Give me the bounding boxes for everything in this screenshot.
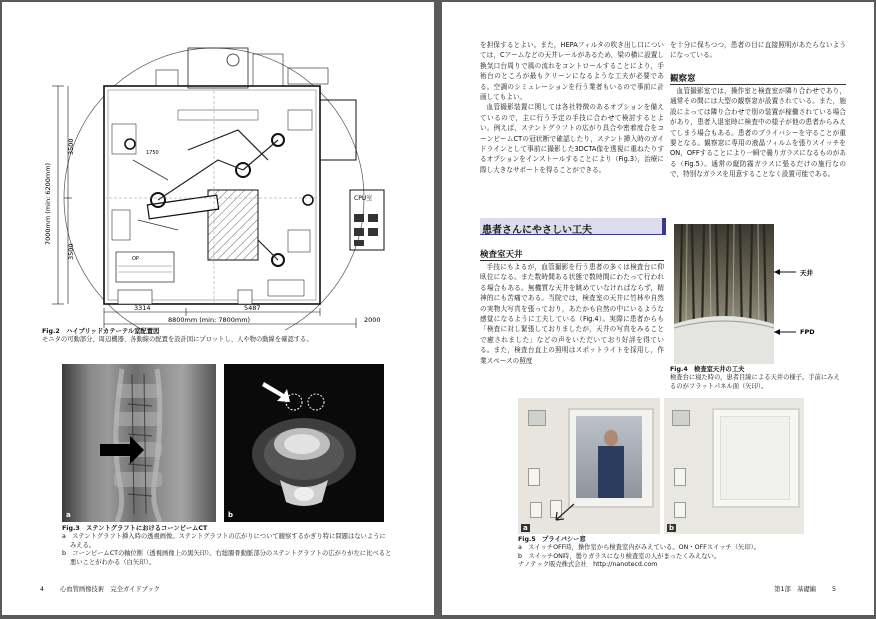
fig2-title: Fig.2 ハイブリッドカテーテル室配置図 [42,328,160,335]
right-footer [774,584,836,593]
fig5-title: Fig.5 プライバシー窓 [518,536,586,543]
fig5-item-a: a スイッチOFF時，操作室から検査室内がみえている。ON・OFFスイッチ（矢印）。 [518,544,761,552]
fig4-label-fpd: FPD [800,328,815,336]
photo-b-label: b [228,511,234,519]
fig5-caption [518,536,818,570]
fig3-caption [62,525,392,567]
room-cpu-label: CPU室 [354,195,373,202]
col1-sub1-text [480,262,664,366]
left-page [2,2,434,615]
left-footer [40,584,160,593]
col2-sub2-text [670,86,846,180]
fig4-desc: 検査台に寝た時の，患者目線による天井の様子。手前にみえるのがフラットパネル面（矢印）。 [670,374,840,390]
sub1-heading: 検査室天井 [480,248,664,261]
fig2-desc: モニタの可動部分、周辺機器、各動線の配置を設計図にプロットし、人や物の動線を確認する。 [42,336,313,344]
col1-top-text [480,40,664,175]
fig3a-xray-photo [62,364,216,522]
fig4-caption [670,366,846,391]
left-book-title: 心血管画像技術 完全ガイドブック [60,586,160,593]
fig3b-ct-photo [224,364,384,522]
section-heading [480,218,666,235]
fig3-item-a: a ステントグラフト挿入時の透視画像。ステントグラフトの広がりについて観察するかぎり特に問題はないようにみえる。 [62,533,386,549]
switch-arrow-icon [556,504,574,520]
fig3-item-b: b コーンビームCTの軸位断（透視画像上の黒矢印）。右総腸骨動脈部分のステントグラフトの広がりが左に比べると悪いことがわかる（白矢印）。 [62,550,392,566]
dim-3314: 3314 [134,304,151,312]
dim-width: 8800mm (min: 7800mm) [168,316,251,324]
photo5b-label: b [669,524,675,532]
dim-3500-b: 3500 [67,243,75,260]
photo5a-label: a [523,524,528,532]
sub1-para: 手技にもよるが，血管撮影を行う患者の多くは検査台に仰臥位になる。また数時間ある状態で数時間にわたって行われる場合もある。無機質な天井を眺めていなければならず，精神的にも苦痛である。当院では，検査室の天井に竹林や自然の実物大写真を張っており，あたかも自然の中にいるような感覚になるように工夫している（Fig.4）。実際に患者からも「検査に対し緊張しておりましたが，天井の写真をみることで癒されました」などの声をいただいており好評を得ている。また，検査台直上の照明はスポットライトを採用し，作業スペースの照度 [480,263,664,365]
fig5b-window-on-photo [664,398,804,534]
fig4-title: Fig.4 検査室天井の工夫 [670,366,745,373]
sub2-para: 血管撮影室では，操作室と検査室が隣り合わせであり，通常その間には大型の観察窓が設置されている。また，施設によっては隣り合わせで別の装置が稼働されている場合があり，患者入退室時に検査中の様子が他の患者からみえてしまう場合もある。患者のプライバシーを守ることが重要となる。観察窓に専用の液晶フィルムを張りスイッチをON，OFFすることにより一瞬で曇りガラスになるものがある（Fig.5）。通常の縦防霧ガラスに張るだけの施行なので，特別なガラスを用意することなく設置可能である。 [670,87,846,179]
right-page [442,2,874,615]
col2-para-top: を十分に保ちつつ，患者の目に直接照明があたらないようになっている。 [670,41,846,60]
fig5-credit: ナノテック販売株式会社 http://nanotecd.com [518,561,658,569]
section-title: 患者さんにやさしい工夫 [482,225,592,236]
sub2-heading: 観察窓 [670,72,846,85]
dim-2000: 2000 [364,316,381,324]
fig5-item-b: b スイッチON時，曇りガラスになり検査室の人がまったくみえない。 [518,552,721,560]
col1-para-1: を担保するとよい。また，HEPAフィルタの吹き出し口については，Cアームなどの天井レールがあるため，梁の横に設置し換気口台周りで風の流れをコントロールすることにより，手術台のところが最もクリーンになるような工夫が必要である。空調のシミュレーションを行う業者もいるので事前に計画してもよい。 [480,41,664,102]
fig5a-window-off-photo [518,398,660,534]
right-chapter: 第1部 基礎編 [774,586,816,593]
col2-top-text [670,40,846,61]
dim-3500-a: 3500 [67,138,75,155]
floorplan-diagram [38,40,418,330]
black-arrow-icon [100,436,144,464]
dim-1750: 1750 [146,150,159,156]
fig4-label-ceiling: 天井 [800,269,813,277]
fig4-ceiling-photo [674,224,774,364]
fig3-title: Fig.3 ステントグラフトにおけるコーンビームCT [62,525,208,532]
fig2-caption [42,328,412,345]
left-page-number: 4 [40,586,45,593]
dim-5487: 5487 [244,304,261,312]
dim-height: 7000mm (min: 6200mm) [44,162,52,245]
right-page-number: 5 [831,586,836,593]
col1-para-2: 血管撮影装置に関しては各社特徴のあるオプションを備えているので，主に行う予定の手技に合わせて検討するとよい。例えば，ステントグラフトの広がり具合や密着度合をコーンビームCTの冠状断で確認したり，ステント挿入時のガイドラインとして事前に撮影した3DCTA像を透視に重ねたりするオプションをインストールすることにより（Fig.3），治療に際し大きなサポートを得ることができる。 [480,103,664,174]
photo-a-label: a [66,511,71,519]
white-arrow-icon [262,382,290,402]
room-op-label: OP [132,256,139,262]
